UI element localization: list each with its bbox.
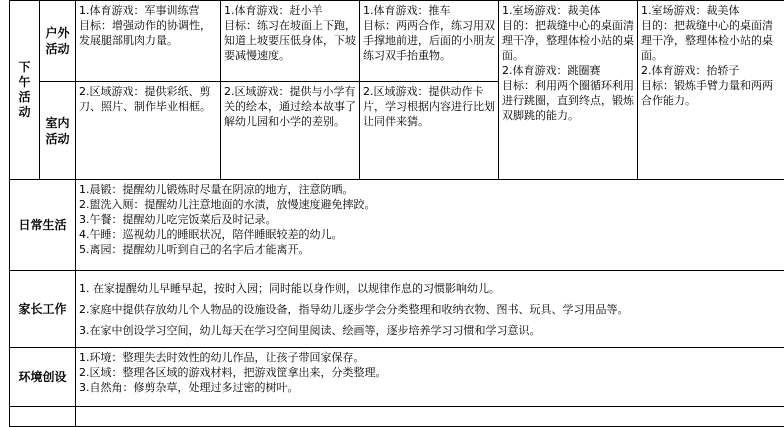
list-item: 5.离园：提醒幼儿听到自己的名字后才能离开。: [79, 242, 781, 257]
daily-life-content: [76, 180, 784, 271]
daily-life-row: [10, 180, 784, 271]
parent-work-row: [10, 271, 784, 348]
parent-work-label: 家长工作: [10, 271, 76, 348]
list-item: 3.在家中创设学习空间，幼儿每天在学习空间里阅读、绘画等，逐步培养学习习惯和学习意识。: [79, 320, 781, 341]
list-item: 2.区域：整理各区域的游戏材料，把游戏筐拿出来，分类整理。: [79, 365, 781, 380]
list-item: 1.晨锻：提醒幼儿锻炼时尽量在阴凉的地方，注意防晒。: [79, 182, 781, 197]
indoor-cell-1: 2.区域游戏：提供彩纸、剪刀、照片、制作毕业相框。: [76, 82, 221, 180]
afternoon-label: 下午活动: [10, 1, 40, 180]
outdoor-cell-1: 1.体育游戏：军事训练营 目标：增强动作的协调性，发展腿部肌肉力量。: [76, 1, 221, 82]
list-item: 2.盥洗入厕：提醒幼儿注意地面的水渍，放慢速度避免摔跤。: [79, 197, 781, 212]
daily-life-label: 日常生活: [10, 180, 76, 271]
list-item: 2.家庭中提供存放幼儿个人物品的设施设备，指导幼儿逐步学会分类整理和收纳衣物、图书、玩具、学习用品等。: [79, 299, 781, 320]
outdoor-label: 户外活动: [40, 1, 76, 82]
outdoor-cell-2: 1.体育游戏：赶小羊 目标：练习在坡面上下跑，知道上坡要压低身体，下坡要减慢速度。: [221, 1, 360, 82]
indoor-label: 室内活动: [40, 82, 76, 180]
outdoor-cell-3: 1.体育游戏：推车 目标：两两合作，练习用双手撑地前进，后面的小朋友练习双手抬重物。: [360, 1, 499, 82]
environment-label: 环境创设: [10, 348, 76, 407]
environment-row: [10, 348, 784, 407]
list-item: 3.午餐：提醒幼儿吃完饭菜后及时记录。: [79, 212, 781, 227]
afternoon-outdoor-row: [10, 1, 784, 82]
list-item: 1. 在家提醒幼儿早睡早起，按时入园；同时能以身作则，以规律作息的习惯影响幼儿。: [79, 278, 781, 299]
indoor-cell-3: 2.区域游戏：提供动作卡片，学习根据内容进行比划让同伴来猜。: [360, 82, 499, 180]
blank-content-cell: [76, 407, 784, 427]
list-item: 3.自然角：修剪杂草，处理过多过密的树叶。: [79, 380, 781, 395]
parent-work-content: [76, 271, 784, 348]
combined-cell-5: 1.室场游戏：裁美体 目的：把裁缝中心的桌面清理干净，整理体检小站的桌面。 2.体育游戏：抬轿子 目标：锻炼手臂力量和两两合作能力。: [638, 1, 784, 180]
blank-label-cell: [10, 407, 76, 427]
combined-cell-4: 1.室场游戏：裁美体 目的：把裁缝中心的桌面清理干净，整理体检小站的桌面。 2.体育游戏：跳圈赛 目标：利用两个圈循环利用进行跳圈，直到终点，锻炼双脚跳的能力。: [499, 1, 638, 180]
schedule-table: [9, 0, 784, 427]
list-item: 1.环境：整理失去时效性的幼儿作品，让孩子带回家保存。: [79, 350, 781, 365]
indoor-cell-2: 2.区域游戏：提供与小学有关的绘本，通过绘本故事了解幼儿园和小学的差别。: [221, 82, 360, 180]
list-item: 4.午睡：巡视幼儿的睡眠状况，陪伴睡眠较差的幼儿。: [79, 227, 781, 242]
blank-row: [10, 407, 784, 427]
environment-content: [76, 348, 784, 407]
